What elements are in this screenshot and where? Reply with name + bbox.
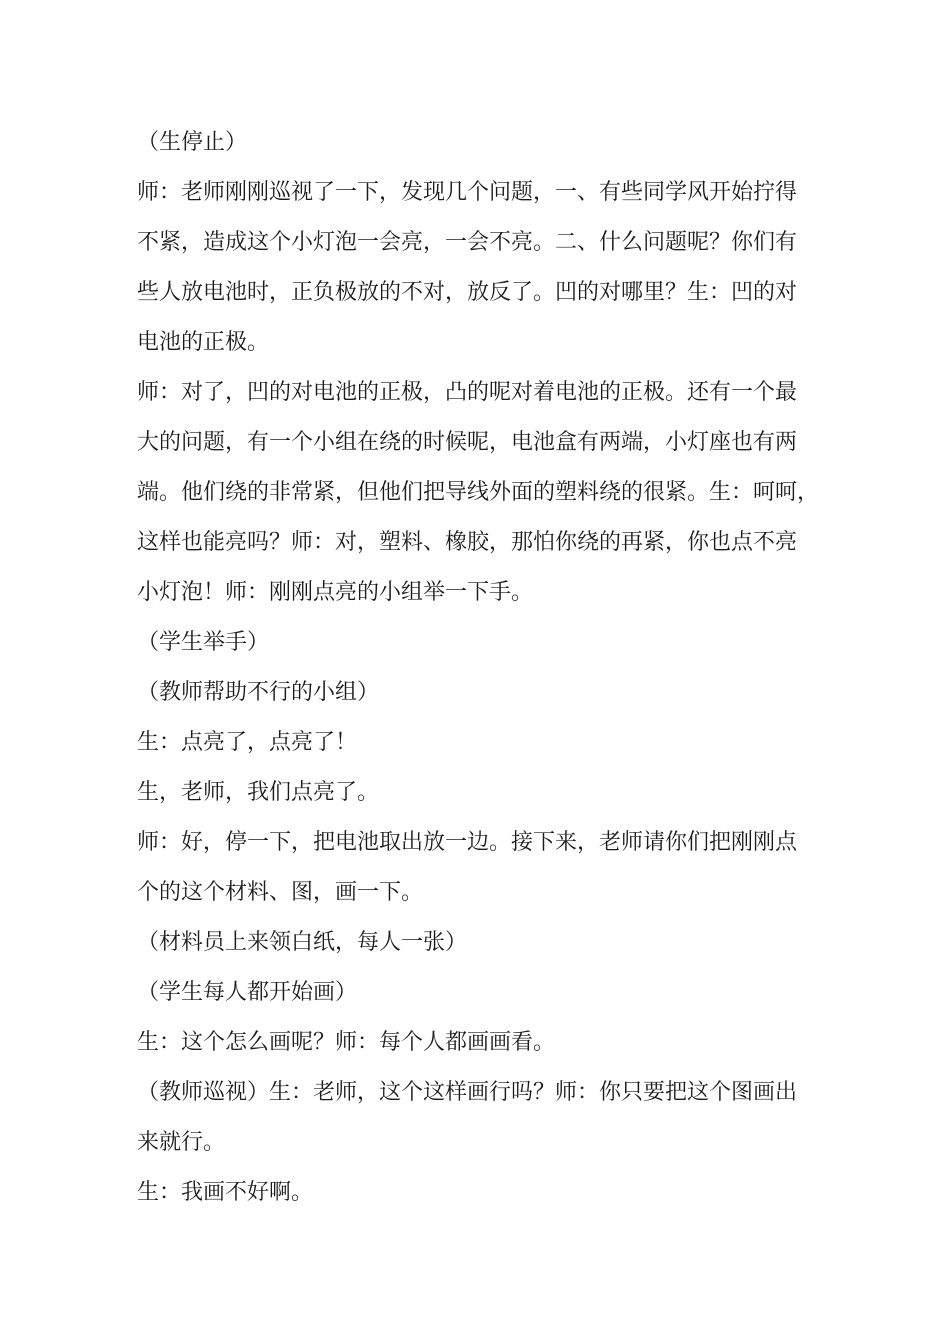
paragraph-9: （材料员上来领白纸，每人一张）	[137, 930, 468, 955]
paragraph-1: （生停止）	[137, 130, 248, 155]
paragraph-10: （学生每人都开始画）	[137, 980, 358, 1005]
paragraph-11: 生：这个怎么画呢？师：每个人都画画看。	[137, 1030, 556, 1055]
paragraph-12: （教师巡视）生：老师，这个这样画行吗？师：你只要把这个图画出 来就行。	[137, 1080, 798, 1155]
paragraph-13: 生：我画不好啊。	[137, 1180, 314, 1205]
paragraph-8: 师：好，停一下，把电池取出放一边。接下来，老师请你们把刚刚点 个的这个材料、图，画一下。	[137, 830, 798, 905]
paragraph-5: （教师帮助不行的小组）	[137, 680, 380, 705]
paragraph-4: （学生举手）	[137, 630, 270, 655]
paragraph-6: 生：点亮了，点亮了！	[137, 730, 358, 755]
paragraph-3: 师：对了，凹的对电池的正极，凸的呢对着电池的正极。还有一个最 大的问题，有一个小组在绕的时候呢，电池盒有两端，小灯座也有两 端。他们绕的非常紧，但他们把导线外面的塑料绕的很紧。生：呵呵， 这样也能亮吗？师：对，塑料、橡胶，那怕你绕的再紧，你也点不亮 小灯泡！师：刚刚点亮的小组举一下手。	[137, 380, 820, 605]
paragraph-7: 生，老师，我们点亮了。	[137, 780, 380, 805]
document-body	[137, 118, 827, 1218]
paragraph-2: 师：老师刚刚巡视了一下，发现几个问题，一、有些同学风开始拧得 不紧，造成这个小灯泡一会亮，一会不亮。二、什么问题呢？你们有 些人放电池时，正负极放的不对，放反了。凹的对哪里？生：凹的对 电池的正极。	[137, 180, 798, 355]
